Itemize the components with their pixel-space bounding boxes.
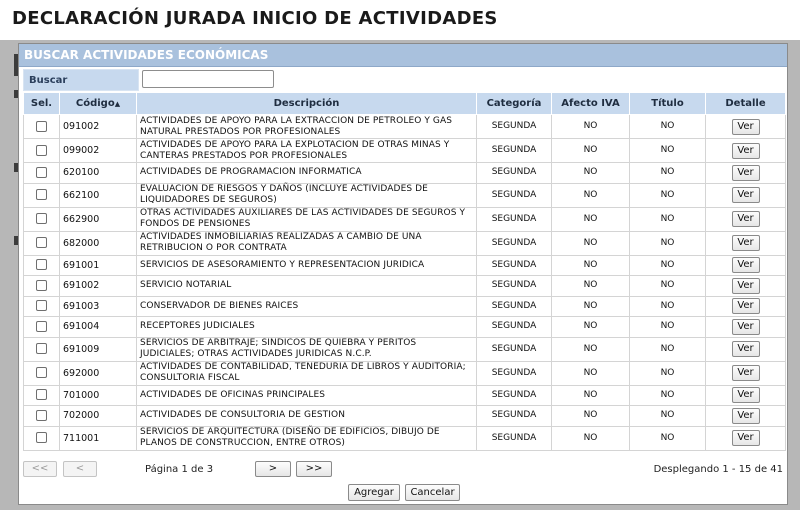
row-descripcion: ACTIVIDADES DE OFICINAS PRINCIPALES bbox=[137, 385, 477, 406]
row-select-cell bbox=[24, 231, 60, 255]
row-select-checkbox[interactable] bbox=[36, 121, 47, 132]
view-detail-button[interactable]: Ver bbox=[732, 365, 760, 381]
column-header-codigo[interactable] bbox=[60, 93, 137, 115]
row-titulo: NO bbox=[630, 183, 706, 207]
row-afecto-iva: NO bbox=[552, 361, 630, 385]
view-detail-button[interactable]: Ver bbox=[732, 341, 760, 357]
row-titulo: NO bbox=[630, 296, 706, 317]
row-select-checkbox[interactable] bbox=[36, 321, 47, 332]
row-detalle-cell bbox=[706, 276, 786, 297]
row-codigo: 682000 bbox=[60, 231, 137, 255]
column-header-categoria[interactable]: Categoría bbox=[477, 93, 552, 115]
row-select-checkbox[interactable] bbox=[36, 389, 47, 400]
row-detalle-cell bbox=[706, 361, 786, 385]
row-descripcion: SERVICIOS DE ARBITRAJE; SINDICOS DE QUIEBRA Y PERITOS JUDICIALES; OTRAS ACTIVIDADES JURIDICAS N.C.P. bbox=[137, 337, 477, 361]
row-afecto-iva: NO bbox=[552, 276, 630, 297]
row-titulo: NO bbox=[630, 426, 706, 450]
row-detalle-cell bbox=[706, 337, 786, 361]
dialog-title: BUSCAR ACTIVIDADES ECONÓMICAS bbox=[19, 44, 787, 67]
search-input[interactable] bbox=[142, 70, 274, 88]
row-codigo: 662900 bbox=[60, 207, 137, 231]
row-detalle-cell bbox=[706, 406, 786, 427]
row-categoria: SEGUNDA bbox=[477, 385, 552, 406]
row-descripcion: ACTIVIDADES DE APOYO PARA LA EXPLOTACION DE OTRAS MINAS Y CANTERAS PRESTADOS POR PROFESIONALES bbox=[137, 139, 477, 163]
row-descripcion: OTRAS ACTIVIDADES AUXILIARES DE LAS ACTIVIDADES DE SEGUROS Y FONDOS DE PENSIONES bbox=[137, 207, 477, 231]
row-codigo: 691001 bbox=[60, 255, 137, 276]
row-select-cell bbox=[24, 139, 60, 163]
row-detalle-cell bbox=[706, 255, 786, 276]
row-codigo: 099002 bbox=[60, 139, 137, 163]
view-detail-button[interactable]: Ver bbox=[732, 278, 760, 294]
view-detail-button[interactable]: Ver bbox=[732, 165, 760, 181]
row-descripcion: ACTIVIDADES DE APOYO PARA LA EXTRACCION DE PETROLEO Y GAS NATURAL PRESTADOS POR PROFESIONALES bbox=[137, 115, 477, 139]
column-header-codigo-label: Código bbox=[75, 98, 115, 109]
row-categoria: SEGUNDA bbox=[477, 183, 552, 207]
table-row[interactable] bbox=[24, 255, 786, 276]
search-label: Buscar bbox=[23, 69, 139, 91]
row-detalle-cell bbox=[706, 163, 786, 184]
row-afecto-iva: NO bbox=[552, 207, 630, 231]
row-categoria: SEGUNDA bbox=[477, 115, 552, 139]
row-select-checkbox[interactable] bbox=[36, 237, 47, 248]
row-afecto-iva: NO bbox=[552, 426, 630, 450]
row-titulo: NO bbox=[630, 361, 706, 385]
row-select-checkbox[interactable] bbox=[36, 410, 47, 421]
row-categoria: SEGUNDA bbox=[477, 163, 552, 184]
table-row[interactable] bbox=[24, 337, 786, 361]
row-select-checkbox[interactable] bbox=[36, 189, 47, 200]
view-detail-button[interactable]: Ver bbox=[732, 298, 760, 314]
row-codigo: 691004 bbox=[60, 317, 137, 338]
row-categoria: SEGUNDA bbox=[477, 317, 552, 338]
view-detail-button[interactable]: Ver bbox=[732, 430, 760, 446]
row-afecto-iva: NO bbox=[552, 183, 630, 207]
row-detalle-cell bbox=[706, 115, 786, 139]
row-titulo: NO bbox=[630, 255, 706, 276]
view-detail-button[interactable]: Ver bbox=[732, 257, 760, 273]
row-categoria: SEGUNDA bbox=[477, 426, 552, 450]
row-select-cell bbox=[24, 361, 60, 385]
table-row[interactable] bbox=[24, 207, 786, 231]
row-codigo: 662100 bbox=[60, 183, 137, 207]
prev-page-button[interactable]: < bbox=[63, 461, 97, 477]
row-select-cell bbox=[24, 317, 60, 338]
row-detalle-cell bbox=[706, 183, 786, 207]
row-categoria: SEGUNDA bbox=[477, 231, 552, 255]
row-titulo: NO bbox=[630, 406, 706, 427]
view-detail-button[interactable]: Ver bbox=[732, 187, 760, 203]
row-select-checkbox[interactable] bbox=[36, 145, 47, 156]
add-button[interactable]: Agregar bbox=[348, 484, 400, 501]
row-select-cell bbox=[24, 385, 60, 406]
row-codigo: 701000 bbox=[60, 385, 137, 406]
row-categoria: SEGUNDA bbox=[477, 296, 552, 317]
row-codigo: 702000 bbox=[60, 406, 137, 427]
view-detail-button[interactable]: Ver bbox=[732, 119, 760, 135]
row-codigo: 711001 bbox=[60, 426, 137, 450]
cancel-button[interactable]: Cancelar bbox=[405, 484, 460, 501]
row-categoria: SEGUNDA bbox=[477, 255, 552, 276]
row-select-cell bbox=[24, 163, 60, 184]
row-select-checkbox[interactable] bbox=[36, 280, 47, 291]
row-select-checkbox[interactable] bbox=[36, 343, 47, 354]
row-select-checkbox[interactable] bbox=[36, 213, 47, 224]
row-descripcion: ACTIVIDADES DE CONTABILIDAD, TENEDURIA DE LIBROS Y AUDITORIA; CONSULTORIA FISCAL bbox=[137, 361, 477, 385]
row-select-cell bbox=[24, 115, 60, 139]
row-codigo: 692000 bbox=[60, 361, 137, 385]
view-detail-button[interactable]: Ver bbox=[732, 143, 760, 159]
row-select-cell bbox=[24, 426, 60, 450]
view-detail-button[interactable]: Ver bbox=[732, 408, 760, 424]
table-row[interactable] bbox=[24, 317, 786, 338]
view-detail-button[interactable]: Ver bbox=[732, 387, 760, 403]
row-afecto-iva: NO bbox=[552, 337, 630, 361]
row-select-cell bbox=[24, 406, 60, 427]
row-titulo: NO bbox=[630, 385, 706, 406]
row-afecto-iva: NO bbox=[552, 163, 630, 184]
row-codigo: 691009 bbox=[60, 337, 137, 361]
row-titulo: NO bbox=[630, 276, 706, 297]
row-select-cell bbox=[24, 207, 60, 231]
row-titulo: NO bbox=[630, 115, 706, 139]
row-detalle-cell bbox=[706, 385, 786, 406]
row-select-cell bbox=[24, 276, 60, 297]
table-row[interactable] bbox=[24, 276, 786, 297]
row-titulo: NO bbox=[630, 139, 706, 163]
table-body bbox=[24, 115, 786, 451]
table-row[interactable] bbox=[24, 385, 786, 406]
row-categoria: SEGUNDA bbox=[477, 207, 552, 231]
row-descripcion: ACTIVIDADES DE PROGRAMACION INFORMATICA bbox=[137, 163, 477, 184]
table-row[interactable] bbox=[24, 296, 786, 317]
row-select-checkbox[interactable] bbox=[36, 367, 47, 378]
row-categoria: SEGUNDA bbox=[477, 361, 552, 385]
table-row[interactable] bbox=[24, 361, 786, 385]
row-categoria: SEGUNDA bbox=[477, 139, 552, 163]
column-header-descripcion[interactable]: Descripción bbox=[137, 93, 477, 115]
table-row[interactable] bbox=[24, 163, 786, 184]
table-row[interactable] bbox=[24, 115, 786, 139]
view-detail-button[interactable]: Ver bbox=[732, 319, 760, 335]
row-afecto-iva: NO bbox=[552, 385, 630, 406]
table-row[interactable] bbox=[24, 426, 786, 450]
table-header-row bbox=[24, 93, 786, 115]
row-categoria: SEGUNDA bbox=[477, 406, 552, 427]
row-descripcion: SERVICIOS DE ARQUITECTURA (DISEÑO DE EDIFICIOS, DIBUJO DE PLANOS DE CONSTRUCCION, ENTRE OTROS) bbox=[137, 426, 477, 450]
row-detalle-cell bbox=[706, 231, 786, 255]
row-select-checkbox[interactable] bbox=[36, 300, 47, 311]
table-row[interactable] bbox=[24, 406, 786, 427]
row-titulo: NO bbox=[630, 207, 706, 231]
row-select-checkbox[interactable] bbox=[36, 167, 47, 178]
row-detalle-cell bbox=[706, 139, 786, 163]
row-descripcion: RECEPTORES JUDICIALES bbox=[137, 317, 477, 338]
view-detail-button[interactable]: Ver bbox=[732, 211, 760, 227]
row-descripcion: EVALUACION DE RIESGOS Y DAÑOS (INCLUYE ACTIVIDADES DE LIQUIDADORES DE SEGUROS) bbox=[137, 183, 477, 207]
row-descripcion: CONSERVADOR DE BIENES RAICES bbox=[137, 296, 477, 317]
page-info: Página 1 de 3 bbox=[145, 464, 214, 475]
row-afecto-iva: NO bbox=[552, 255, 630, 276]
row-detalle-cell bbox=[706, 426, 786, 450]
last-page-button[interactable]: >> bbox=[296, 461, 332, 477]
sort-asc-icon: ▲ bbox=[114, 100, 121, 108]
row-afecto-iva: NO bbox=[552, 231, 630, 255]
table-row[interactable] bbox=[24, 139, 786, 163]
row-titulo: NO bbox=[630, 337, 706, 361]
pagination-bar bbox=[23, 461, 785, 481]
row-detalle-cell bbox=[706, 207, 786, 231]
row-select-cell bbox=[24, 296, 60, 317]
column-header-detalle: Detalle bbox=[706, 93, 786, 115]
row-select-cell bbox=[24, 337, 60, 361]
row-detalle-cell bbox=[706, 296, 786, 317]
row-codigo: 691003 bbox=[60, 296, 137, 317]
row-detalle-cell bbox=[706, 317, 786, 338]
table-row[interactable] bbox=[24, 183, 786, 207]
row-descripcion: SERVICIO NOTARIAL bbox=[137, 276, 477, 297]
view-detail-button[interactable]: Ver bbox=[732, 235, 760, 251]
row-afecto-iva: NO bbox=[552, 296, 630, 317]
table-row[interactable] bbox=[24, 231, 786, 255]
row-select-cell bbox=[24, 183, 60, 207]
row-afecto-iva: NO bbox=[552, 317, 630, 338]
search-row bbox=[23, 69, 785, 91]
row-afecto-iva: NO bbox=[552, 406, 630, 427]
row-afecto-iva: NO bbox=[552, 115, 630, 139]
row-titulo: NO bbox=[630, 231, 706, 255]
next-page-button[interactable]: > bbox=[255, 461, 291, 477]
page-title: DECLARACIÓN JURADA INICIO DE ACTIVIDADES bbox=[12, 8, 498, 29]
row-codigo: 091002 bbox=[60, 115, 137, 139]
row-descripcion: ACTIVIDADES INMOBILIARIAS REALIZADAS A CAMBIO DE UNA RETRIBUCION O POR CONTRATA bbox=[137, 231, 477, 255]
row-titulo: NO bbox=[630, 317, 706, 338]
row-select-cell bbox=[24, 255, 60, 276]
row-select-checkbox[interactable] bbox=[36, 432, 47, 443]
column-header-afecto-iva[interactable]: Afecto IVA bbox=[552, 93, 630, 115]
row-descripcion: SERVICIOS DE ASESORAMIENTO Y REPRESENTACION JURIDICA bbox=[137, 255, 477, 276]
column-header-sel: Sel. bbox=[24, 93, 60, 115]
row-categoria: SEGUNDA bbox=[477, 276, 552, 297]
row-codigo: 620100 bbox=[60, 163, 137, 184]
row-descripcion: ACTIVIDADES DE CONSULTORIA DE GESTION bbox=[137, 406, 477, 427]
activities-table bbox=[23, 92, 786, 451]
row-afecto-iva: NO bbox=[552, 139, 630, 163]
activity-search-dialog bbox=[18, 43, 788, 505]
row-categoria: SEGUNDA bbox=[477, 337, 552, 361]
first-page-button[interactable]: << bbox=[23, 461, 57, 477]
row-select-checkbox[interactable] bbox=[36, 259, 47, 270]
row-titulo: NO bbox=[630, 163, 706, 184]
record-count: Desplegando 1 - 15 de 41 bbox=[653, 464, 783, 475]
column-header-titulo[interactable]: Título bbox=[630, 93, 706, 115]
row-codigo: 691002 bbox=[60, 276, 137, 297]
